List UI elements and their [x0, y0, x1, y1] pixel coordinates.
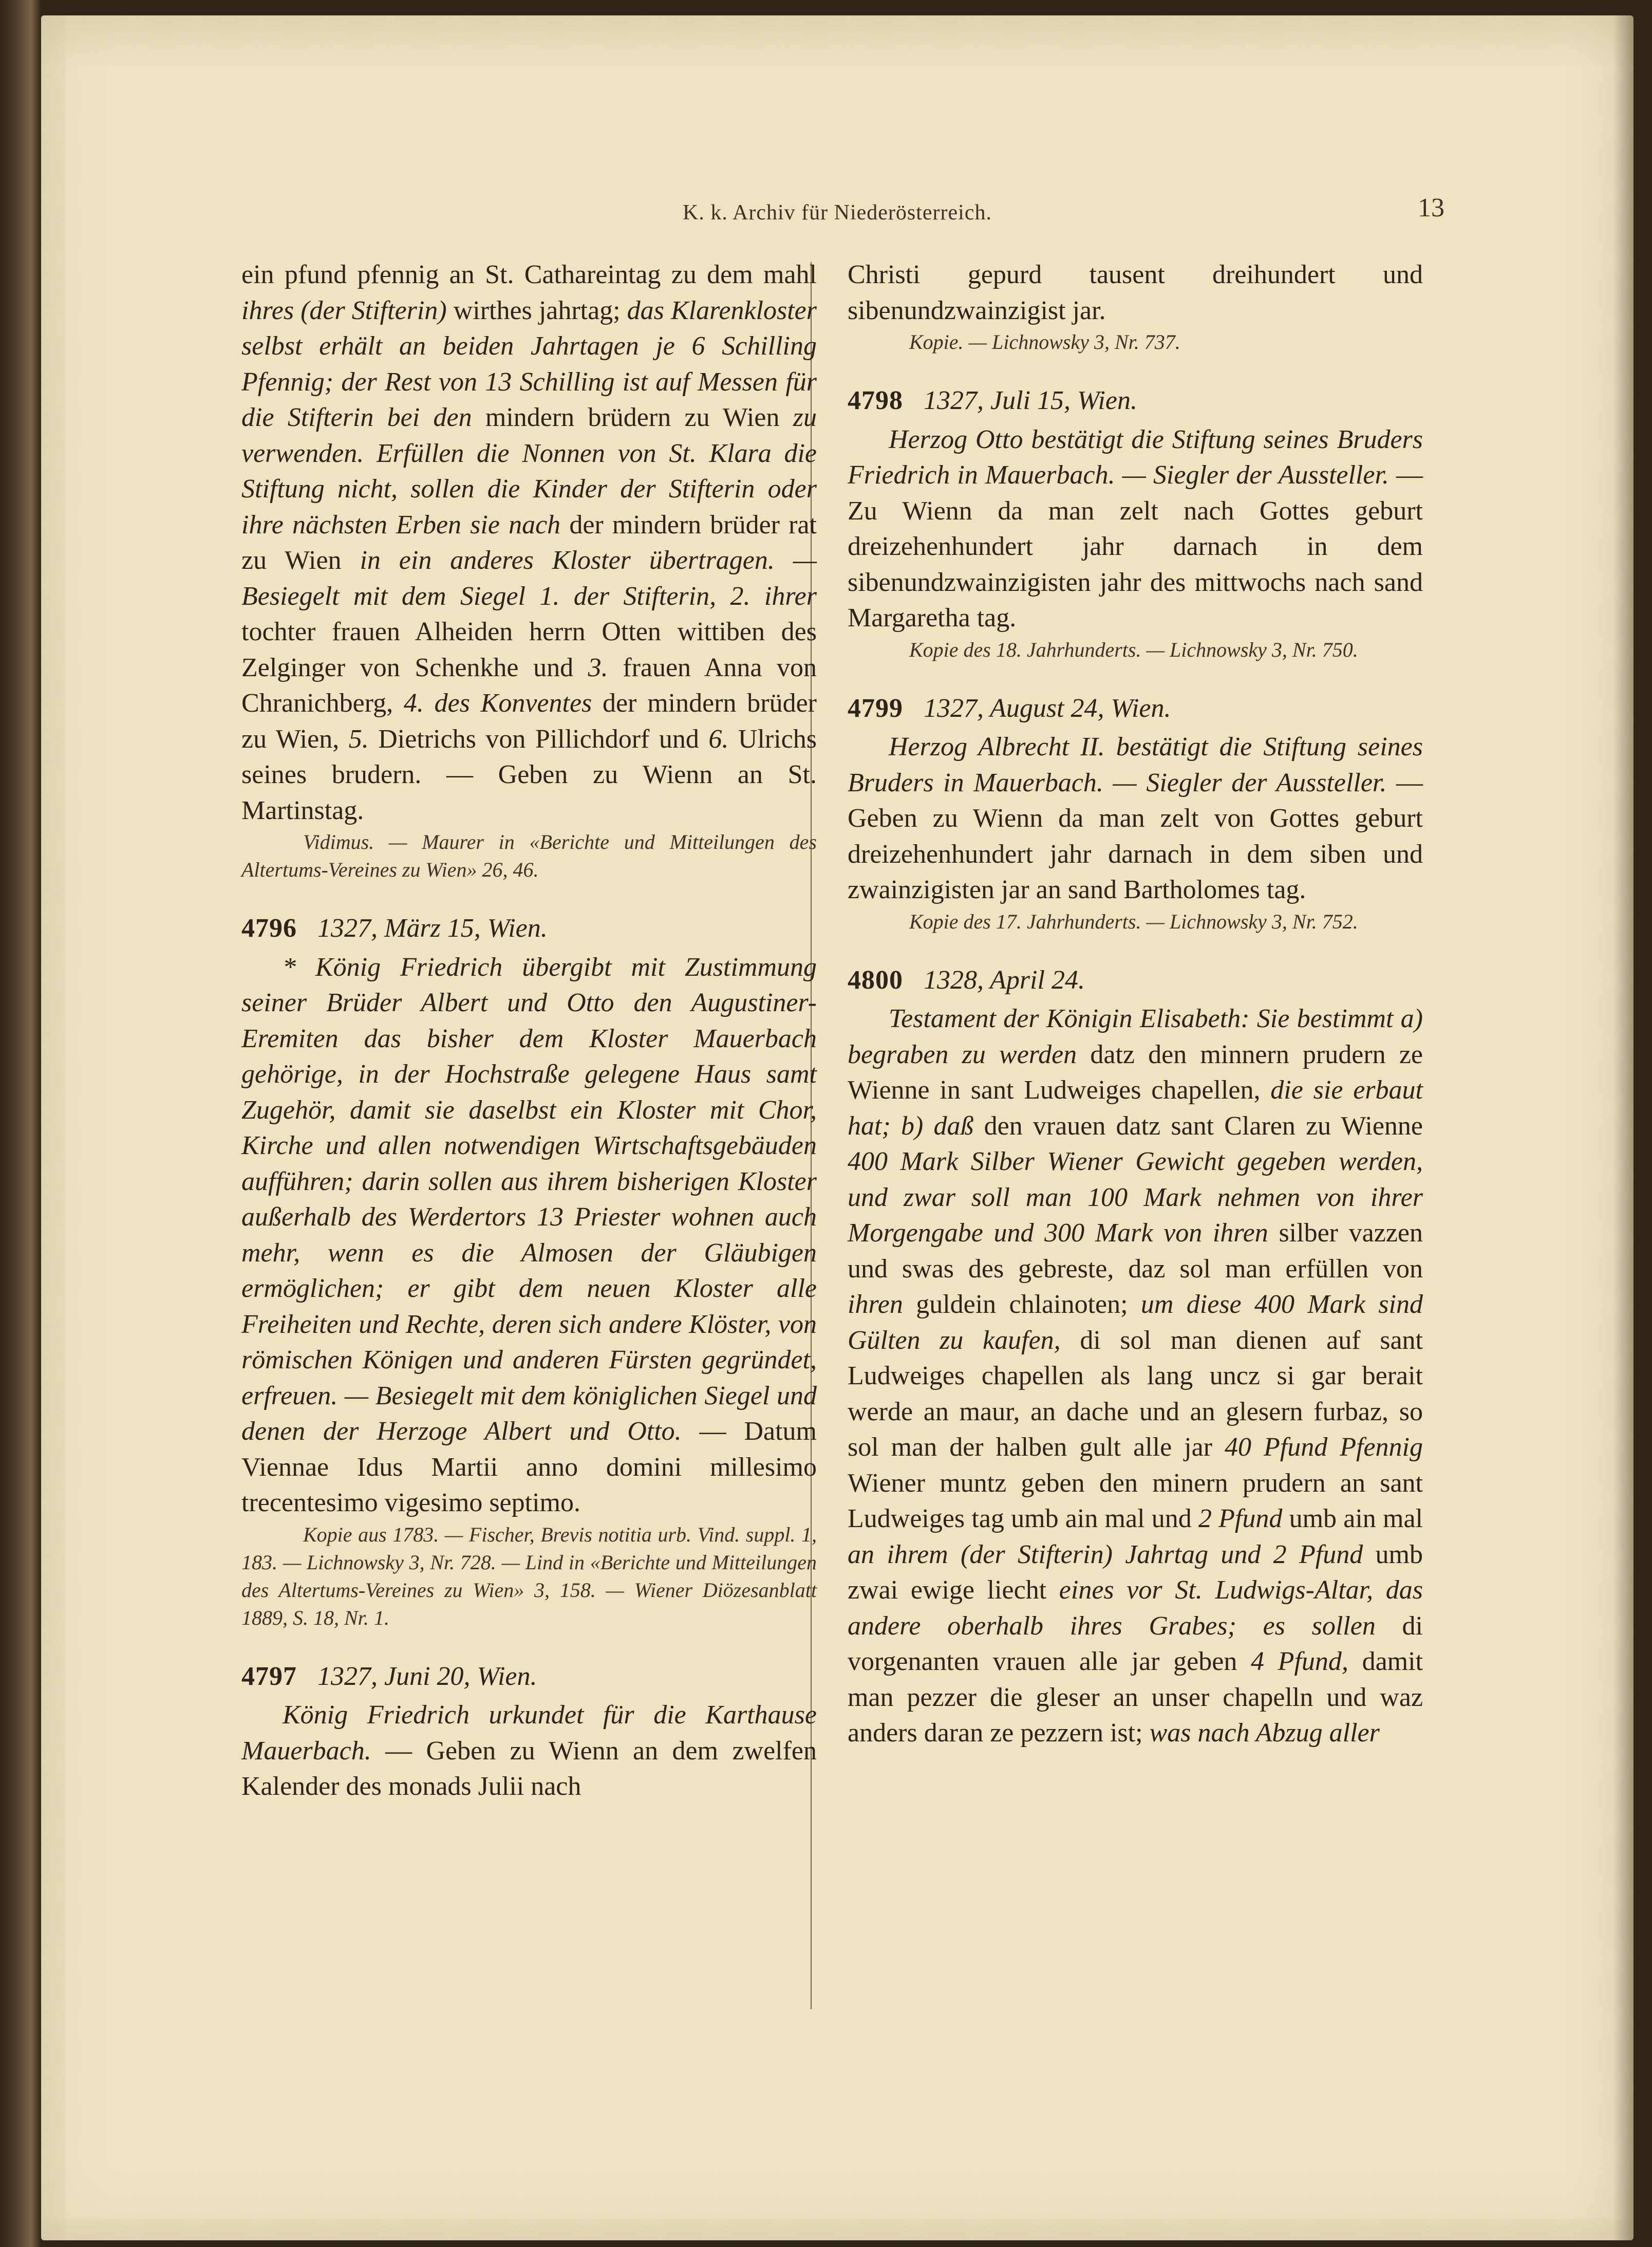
- page-edge-shadow: [1613, 15, 1634, 2240]
- text-run: wirthes jahrtag;: [446, 295, 627, 325]
- continued-entry-text: [241, 257, 817, 828]
- entry-4798: [848, 383, 1423, 664]
- text-run: umb zwai ewige liecht: [848, 1539, 1423, 1605]
- entry-4796: [241, 911, 817, 1632]
- italic-run: ihres (der Stifterin): [241, 295, 447, 325]
- entry-number: 4799: [848, 693, 903, 723]
- italic-run: was nach Abzug aller: [1149, 1718, 1380, 1748]
- italic-run: * König Friedrich übergibt mit Zustimmung seiner Brüder Albert und Otto den Augustiner-Eremiten das bisher dem Kloster Mauerbach gehörige, in der Hochstraße gelegene Haus samt Zugehör, damit sie daselbst ein Kloster mit Chor, Kirche und allen notwendigen Wirtschaftsgebäuden aufführen; darin sollen aus ihrem bisherigen Kloster außerhalb des Werdertors 13 Priester wohnen auch mehr, wenn es die Almosen der Gläubigen ermöglichen; er gibt dem neuen Kloster alle Freiheiten und Rechte, deren sich andere Klöster, von römischen Königen und anderen Fürsten gegründet, erfreuen. — Besiegelt mit dem königlichen Siegel und denen der Herzoge Albert und Otto.: [241, 952, 817, 1446]
- text-run: di sol man dienen auf sant Ludweiges chapellen als lang uncz si gar berait werde an maur, an dache und an glesern furbaz, so sol man der halben gult alle jar: [848, 1325, 1423, 1462]
- italic-run: 2 Pfund: [1198, 1504, 1283, 1533]
- entry-4799: [848, 691, 1423, 936]
- running-head: K. k. Archiv für Niederösterreich.: [683, 201, 992, 225]
- entry-number: 4797: [241, 1661, 297, 1691]
- entry-body: [241, 950, 817, 1521]
- italic-run: eines vor St. Ludwigs-Altar, das andere oberhalb ihres Grabes; es sollen: [848, 1575, 1423, 1641]
- entry-date: 1328, April 24.: [924, 965, 1085, 995]
- italic-run: 4 Pfund,: [1251, 1647, 1348, 1676]
- italic-run: zu verwenden. Erfüllen die Nonnen von St. Klara die Stiftung nicht, sollen die Kinder der Stifterin oder ihre nächsten Erben sie nach: [241, 403, 817, 540]
- entry-date: 1327, März 15, Wien.: [317, 914, 548, 943]
- entry-body: [241, 1697, 817, 1805]
- text-run: guldein chlainoten;: [903, 1290, 1141, 1319]
- entry-heading: [848, 691, 1423, 727]
- text-run: Wiener muntz geben den minern prudern an sant Ludweiges tag umb ain mal und: [848, 1468, 1423, 1533]
- italic-run: König Friedrich urkundet für die Karthause Mauerbach.: [241, 1700, 817, 1766]
- entry-body: [848, 729, 1423, 908]
- continued-entry-text: Christi gepurd tausent dreihundert und sibenundzwainzigist jar.: [848, 260, 1423, 325]
- italic-run: 3.: [588, 653, 608, 682]
- italic-run: in ein anderes Kloster übertragen. — Besiegelt mit dem Siegel 1. der Stifterin, 2. ihrer: [241, 546, 817, 611]
- text-run: tochter frauen Alheiden herrn Otten wittiben des Zelginger von Schenkhe und: [241, 617, 817, 682]
- right-column: [848, 257, 1423, 1751]
- text-run: silber vazzen und swas des gebreste, daz sol man erfüllen von: [848, 1218, 1423, 1284]
- entry-number: 4796: [241, 914, 297, 943]
- italic-run: Testament der Königin Elisabeth: Sie bestimmt a) begraben zu werden: [848, 1004, 1423, 1069]
- text-run: umb ain mal: [1282, 1504, 1423, 1533]
- italic-run: die sie erbaut hat; b) daß: [848, 1075, 1423, 1141]
- text-run: ein pfund pfennig an St. Cathareintag zu dem mahl: [241, 260, 817, 289]
- italic-run: an ihrem (der Stifterin) Jahrtag und 2 Pfund: [848, 1539, 1363, 1569]
- entry-heading: [848, 962, 1423, 998]
- italic-run: 6.: [708, 724, 729, 754]
- text-run: Ulrichs seines brudern. — Geben zu Wienn an St. Martinstag.: [241, 724, 817, 825]
- italic-run: Herzog Otto bestätigt die Stiftung seines Bruders Friedrich in Mauerbach. — Siegler der Aussteller.: [848, 424, 1423, 490]
- book-page: [41, 15, 1634, 2240]
- text-run: datz den minnern prudern ze Wienne in sant Ludweiges chapellen,: [848, 1039, 1423, 1105]
- source-note: Kopie. — Lichnowsky 3, Nr. 737.: [909, 330, 1180, 354]
- italic-run: 5.: [348, 724, 369, 754]
- entry-number: 4800: [848, 965, 903, 995]
- entry-date: 1327, Juli 15, Wien.: [924, 386, 1137, 415]
- text-run: damit man pezzer die gleser an unser chapelln und waz anders daran ze pezzern ist;: [848, 1647, 1423, 1748]
- entry-4797: [241, 1659, 817, 1805]
- text-run: mindern brüdern zu Wien: [472, 403, 793, 432]
- page-number: 13: [1418, 193, 1444, 222]
- entry-4800: [848, 962, 1423, 1751]
- text-run: frauen Anna von Chranichberg,: [241, 653, 817, 718]
- entry-date: 1327, Juni 20, Wien.: [317, 1661, 537, 1691]
- text-run: der mindern brüder zu Wien,: [241, 689, 817, 754]
- text-run: — Geben zu Wienn da man zelt von Gottes geburt dreizehenhundert jahr darnach in dem siben und zwainzigisten jar an sand Bartholomes tag.: [848, 768, 1423, 904]
- entry-heading: [848, 383, 1423, 419]
- italic-run: das Klarenkloster selbst erhält an beiden Jahrtagen je 6 Schilling Pfennig; der Rest von 13 Schilling ist auf Messen für die Stifterin bei den: [241, 295, 817, 432]
- text-run: — Datum Viennae Idus Martii anno domini millesimo trecentesimo vigesimo septimo.: [241, 1417, 817, 1517]
- italic-run: 400 Mark Silber Wiener Gewicht gegeben werden, und zwar soll man 100 Mark nehmen von ihrer Morgengabe und 300 Mark von ihren: [848, 1147, 1423, 1248]
- entry-number: 4798: [848, 386, 903, 415]
- italic-run: 4. des Konventes: [403, 689, 592, 718]
- italic-run: 40 Pfund Pfennig: [1225, 1433, 1423, 1462]
- entry-body: [848, 1001, 1423, 1751]
- entry-heading: [241, 911, 817, 946]
- italic-run: ihren: [848, 1290, 903, 1319]
- italic-run: Herzog Albrecht II. bestätigt die Stiftung seines Bruders in Mauerbach. — Siegler der Aussteller.: [848, 732, 1423, 797]
- entry-date: 1327, August 24, Wien.: [924, 693, 1171, 723]
- text-run: — Zu Wienn da man zelt nach Gottes geburt dreizehenhundert jahr darnach in dem sibenundzwainzigisten jahr des mittwochs nach sand Margaretha tag.: [848, 460, 1423, 633]
- source-note: Kopie aus 1783. — Fischer, Brevis notitia urb. Vind. suppl. 1, 183. — Lichnowsky 3, Nr. 728. — Lind in «Berichte und Mitteilungen des Altertums-Vereines zu Wien» 3, 158. — Wiener Diözesanblatt 1889, S. 18, Nr. 1.: [241, 1522, 817, 1629]
- source-note: Kopie des 17. Jahrhunderts. — Lichnowsky 3, Nr. 752.: [909, 909, 1358, 933]
- source-note: Kopie des 18. Jahrhunderts. — Lichnowsky 3, Nr. 750.: [909, 638, 1358, 661]
- text-run: Dietrichs von Pillichdorf und: [368, 724, 709, 754]
- source-note: Vidimus. — Maurer in «Berichte und Mitteilungen des Altertums-Vereines zu Wien» 26, 46.: [241, 830, 817, 881]
- left-column: [241, 257, 817, 1805]
- italic-run: um diese 400 Mark sind Gülten zu kaufen,: [848, 1290, 1423, 1355]
- text-run: den vrauen datz sant Claren zu Wienne: [973, 1111, 1423, 1141]
- text-run: der mindern brüder rat zu Wien: [241, 510, 817, 575]
- text-run: — Geben zu Wienn an dem zwelfen Kalender des monads Julii nach: [241, 1736, 817, 1801]
- entry-body: [848, 422, 1423, 636]
- entry-heading: [241, 1659, 817, 1695]
- text-run: di vorgenanten vrauen alle jar geben: [848, 1611, 1423, 1676]
